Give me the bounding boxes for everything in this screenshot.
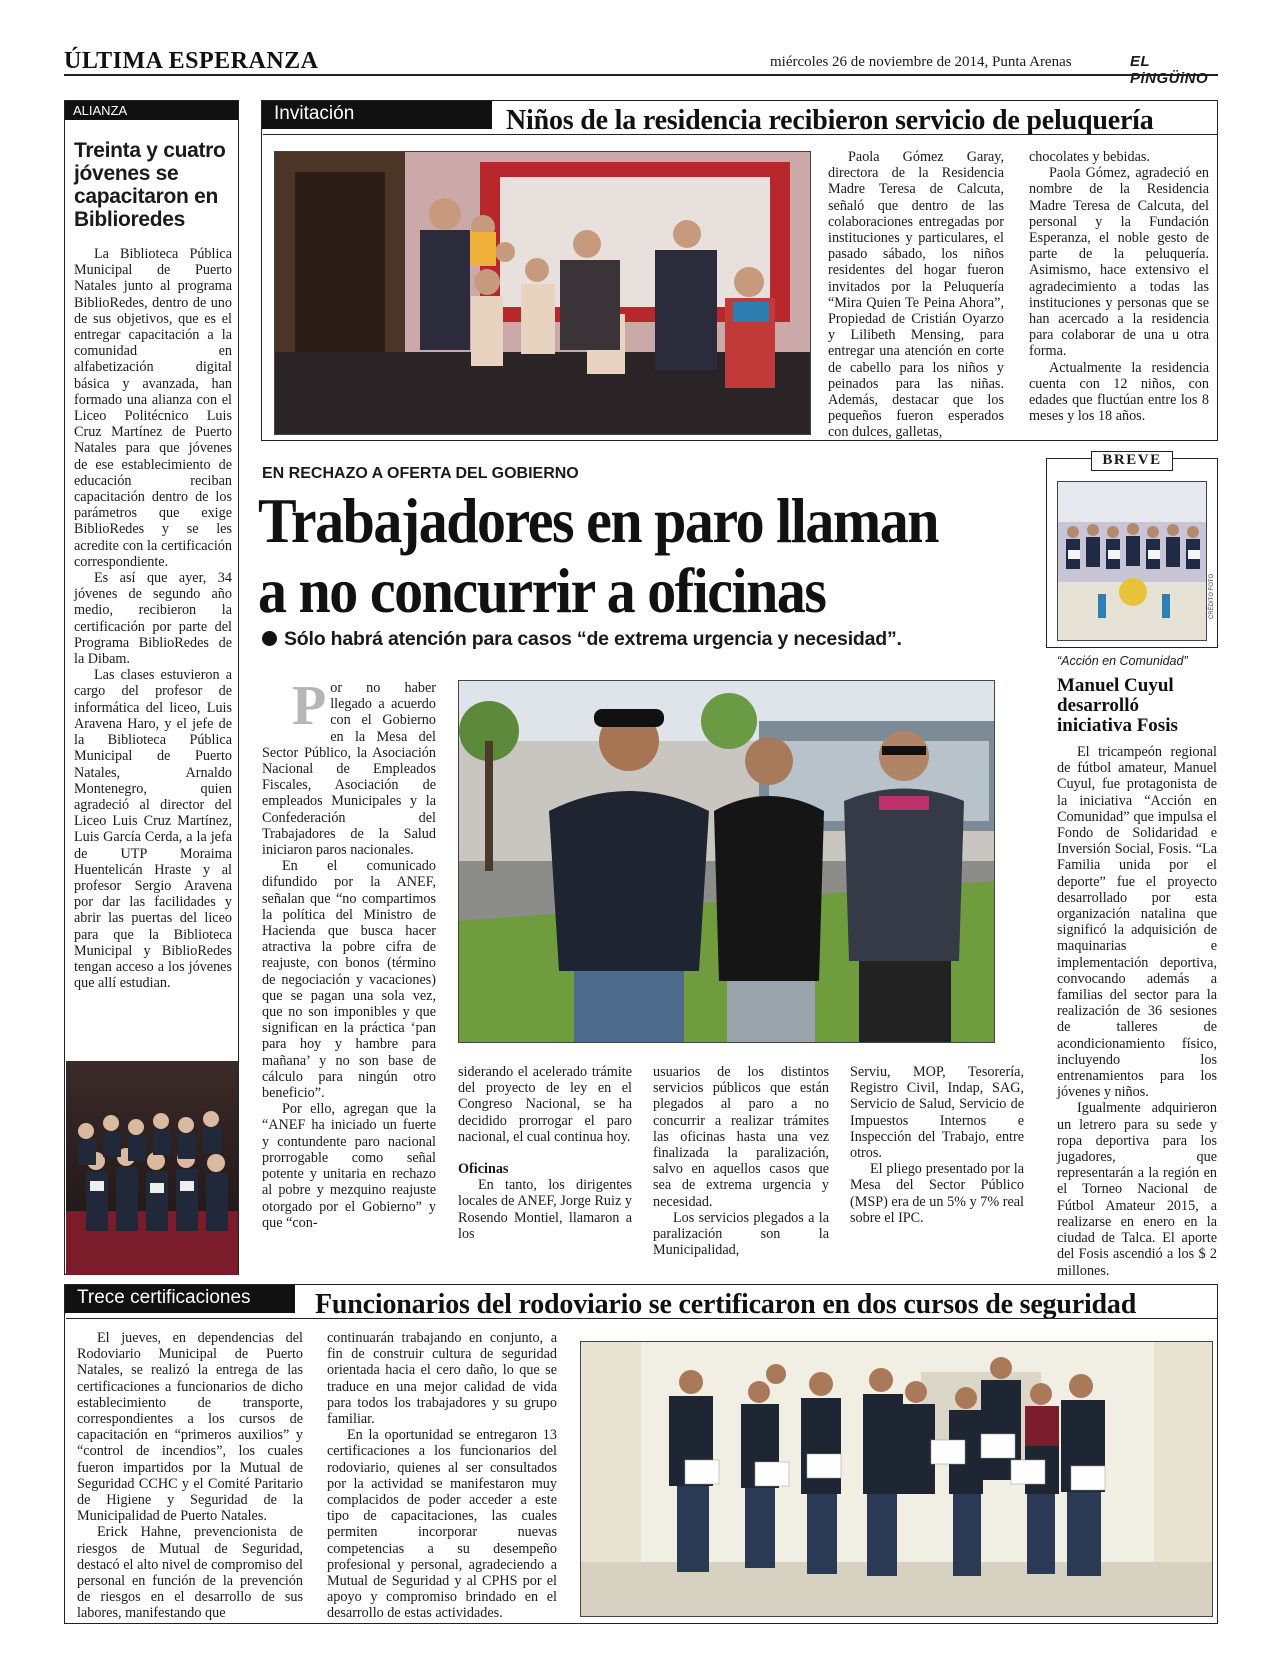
paragraph: Por ello, agregan que la “ANEF ha iniciado un fuerte y contundente paro nacional prorrogable como señal potente y unitaria en rechazo al pobre y mezquino reajuste otorgado por el Gobierno” y que “con- (262, 1101, 436, 1231)
paragraph: El jueves, en dependencias del Rodoviario Municipal de Puerto Natales, se realizó la entrega de las certificaciones a funcionarios de dicho establecimiento de transporte, correspondientes a los cursos de capacitación en “primeros auxilios” y “control de incendios”, los cuales fueron impartidos por la Mutual de Seguridad CCHC y el Comité Paritario de Higiene y Seguridad de la Municipalidad de Puerto Natales. (77, 1330, 303, 1525)
salon-photo (274, 151, 811, 435)
paragraph: chocolates y bebidas. (1029, 149, 1150, 165)
paragraph: En la oportunidad se entregaron 13 certificaciones a los funcionarios del rodoviario, quienes al ser consultados por la actividad se manifestaron muy complacidos de poder acceder a este tipo de capacitaciones, las cuales permiten incorporar nuevas competencias a su desempeño profesional y personal, agradeciendo a Mutual de Seguridad y al CPHS por el apoyo y compromiso brindado en el desarrollo de estas actividades. (327, 1427, 557, 1622)
paragraph: or no haber llegado a acuerdo con el Gobierno en la Mesa del Sector Público, la Asociación Nacional de Empleados Fiscales, Asociación de empleados Municipales y la Confederación del Trabajadores de la Salud iniciaron paros nacionales. (262, 680, 436, 859)
article-kicker: EN RECHAZO A OFERTA DEL GOBIERNO (262, 465, 579, 482)
workers-photo (458, 680, 995, 1043)
main-col-3 (653, 1064, 829, 1258)
paragraph: La Biblioteca Pública Municipal de Puerto Natales junto al programa BiblioRedes, dentro de uno de sus objetivos, que es el entregar capacitación a la comunidad en alfabetización digital básica y avanzada, han formado una alianza con el Liceo Politécnico Luis Cruz Martínez de Puerto Natales para que jóvenes de ese establecimiento de educación reciban capacitación dentro de los parámetros que exige BiblioRedes y se les acredite con la certificación correspondiente. (74, 246, 232, 570)
article-col-2 (1029, 149, 1209, 424)
dropcap: P (292, 675, 327, 737)
paragraph: Es así que ayer, 34 jóvenes de segundo año medio, recibieron la certificación por parte del Programa BiblioRedes de la Dibam. (74, 570, 232, 668)
headline-line: Trabajadores en paro llaman (258, 486, 938, 556)
article-title: Funcionarios del rodoviario se certificaron en dos cursos de seguridad (315, 1289, 1137, 1320)
paragraph: continuarán trabajando en conjunto, a fin de construir cultura de seguridad orientada hacia el cero daño, lo que se traduce en una mejor calidad de vida para todos los trabajadores y su grupo familiar. (327, 1330, 557, 1428)
breve-kicker: “Acción en Comunidad” (1057, 654, 1188, 668)
breve-title: Manuel Cuyul desarrolló iniciativa Fosis (1057, 675, 1178, 736)
paragraph: Igualmente adquirieron un letrero para su sede y ropa deportiva para los jugadores, que representarán a la región en el Torneo Nacional de Fútbol Amateur 2015, a realizarse en enero en la ciudad de Talca. El aporte del Fosis ascendió a los $ 2 millones. (1057, 1100, 1217, 1279)
section-title: ÚLTIMA ESPERANZA (64, 48, 319, 74)
breve-box (1046, 452, 1218, 648)
dateline: miércoles 26 de noviembre de 2014, Punta Arenas (770, 54, 1072, 70)
paragraph: Serviu, MOP, Tesorería, Registro Civil, Indap, SAG, Servicio de Salud, Servicio de Impuestos Internos e Inspección del Trabajo, entre otros. (850, 1064, 1024, 1162)
bottom-article (64, 1284, 1218, 1624)
paragraph: Los servicios plegados a la paralización son la Municipalidad, (653, 1209, 829, 1259)
paragraph: usuarios de los distintos servicios públicos que están plegados al paro a no concurrir a realizar trámites las oficinas hasta una vez finalizada la paralización, salvo en aquellos casos que sea de extrema urgencia y necesidad. (653, 1064, 829, 1210)
article-body (74, 246, 232, 991)
students-photo (66, 1061, 238, 1275)
page-header (64, 44, 1218, 87)
paragraph: El pliego presentado por la Mesa del Sector Público (MSP) era de un 5% y 7% real sobre el IPC. (850, 1161, 1024, 1226)
article-title: Niños de la residencia recibieron servicio de peluquería (506, 105, 1154, 136)
paragraph: Actualmente la residencia cuenta con 12 niños, con edades que fluctúan entre los 8 meses y los 18 años. (1029, 359, 1209, 425)
paragraph: En tanto, los dirigentes locales de ANEF, Jorge Ruiz y Rosendo Montiel, llamaron a los (458, 1177, 632, 1242)
main-col-4 (850, 1064, 1024, 1226)
main-col-2 (458, 1064, 632, 1242)
article-col-1: Paola Gómez Garay, directora de la Residencia Madre Teresa de Calcuta, señaló que dentro de las colaboraciones entregadas por instituciones y particulares, el pasado sábado, los niños residentes del hogar fueron invitados por la Peluquería “Mira Quien Te Peina Ahora”, Propiedad de Cristián Oyarzo y Lilibeth Mensing, para entregar una atención en corte de cabello para los niños y peinados para las niñas. Además, destacar que los pequeños fueron esperados con dulces, galletas, (828, 149, 1004, 441)
bullet-icon (262, 631, 277, 646)
subhead: Oficinas (458, 1161, 509, 1178)
brand-logo: EL PiNGÜiNO (1130, 53, 1209, 87)
paragraph: Erick Hahne, prevencionista de riesgos de Mutual de Seguridad, destacó el alto nivel de compromiso del personal en función de la prevención de riesgos en el desarrollo de sus labores, manifestando que (77, 1524, 303, 1622)
breve-body (1057, 744, 1217, 1279)
bottom-col-1 (77, 1330, 303, 1622)
paragraph: Paola Gómez, agradeció en nombre de la Residencia Madre Teresa de Calcuta, del personal y la Fundación Esperanza, el noble gesto de parte de la peluquería. Asimismo, hace extensivo el agradecimiento a todas las instituciones y personas que se han acercado a la residencia para colaborar de una u otra forma. (1029, 165, 1209, 360)
deck-text: Sólo habrá atención para casos “de extrema urgencia y necesidad”. (284, 628, 902, 650)
article-deck (262, 628, 902, 651)
paragraph: Las clases estuvieron a cargo del profesor de informática del liceo, Luis Aravena Haro, y el jefe de la Biblioteca Pública Municipal de Puerto Natales, Arnaldo Montenegro, quien agradeció al director del Liceo Luis Cruz Martínez, Luis García Cerda, a la jefa de UTP Moraima Huentelicán Hraste y al profesor Sergio Aravena por dar las facilidades y abrir las puertas del liceo para que la Biblioteca Municipal y BiblioRedes tengan acceso a los jóvenes que allí estudian. (74, 667, 232, 992)
main-col-1 (262, 675, 436, 1231)
headline-line: a no concurrir a oficinas (258, 556, 826, 626)
certification-photo (580, 1341, 1213, 1617)
top-article (261, 100, 1218, 441)
paragraph: El tricampeón regional de fútbol amateur, Manuel Cuyul, fue protagonista de la iniciativa “Acción en Comunidad” que impulsa el Fondo de Solidaridad e Inversión Social, Fosis. “La Familia unida por el deporte” fue el proyecto desarrollado por esta organización natalina que significó la adquisición de maquinarias e implementación deportiva, convocando además a familias del sector para la realización de 36 sesiones de talleres de acondicionamiento físico, incluyendo los entrenamientos para los jóvenes y niños. (1057, 744, 1217, 1101)
paragraph: En el comunicado difundido por la ANEF, señalan que “no compartimos la política del Ministro de Hacienda que busca hacer atractiva la pobre cifra de reajuste, con bonos (término de negociación y vacaciones) que se pagan una sola vez, que no son imponibles y que significan en la práctica ‘pan para hoy y hambre para mañana’ y no son base de cálculo para ningún otro beneficio”. (262, 858, 436, 1102)
main-headline (258, 486, 957, 626)
bottom-col-2 (327, 1330, 557, 1622)
photo-credit: CRÉDITO FOTO (1209, 573, 1215, 619)
paragraph: siderando el acelerado trámite del proyecto de ley en el Congreso Nacional, se ha decidido prorrogar el paro nacional, el cual continua hoy. (458, 1064, 632, 1145)
article-title: Treinta y cuatro jóvenes se capacitaron en Biblioredes (74, 139, 226, 231)
left-article (64, 100, 239, 1275)
breve-photo (1057, 481, 1207, 641)
section-tag: Invitación (262, 101, 492, 129)
section-tag: ALIANZA (65, 101, 238, 120)
breve-tag: BREVE (1091, 451, 1173, 471)
section-tag: Trece certificaciones (65, 1285, 295, 1313)
